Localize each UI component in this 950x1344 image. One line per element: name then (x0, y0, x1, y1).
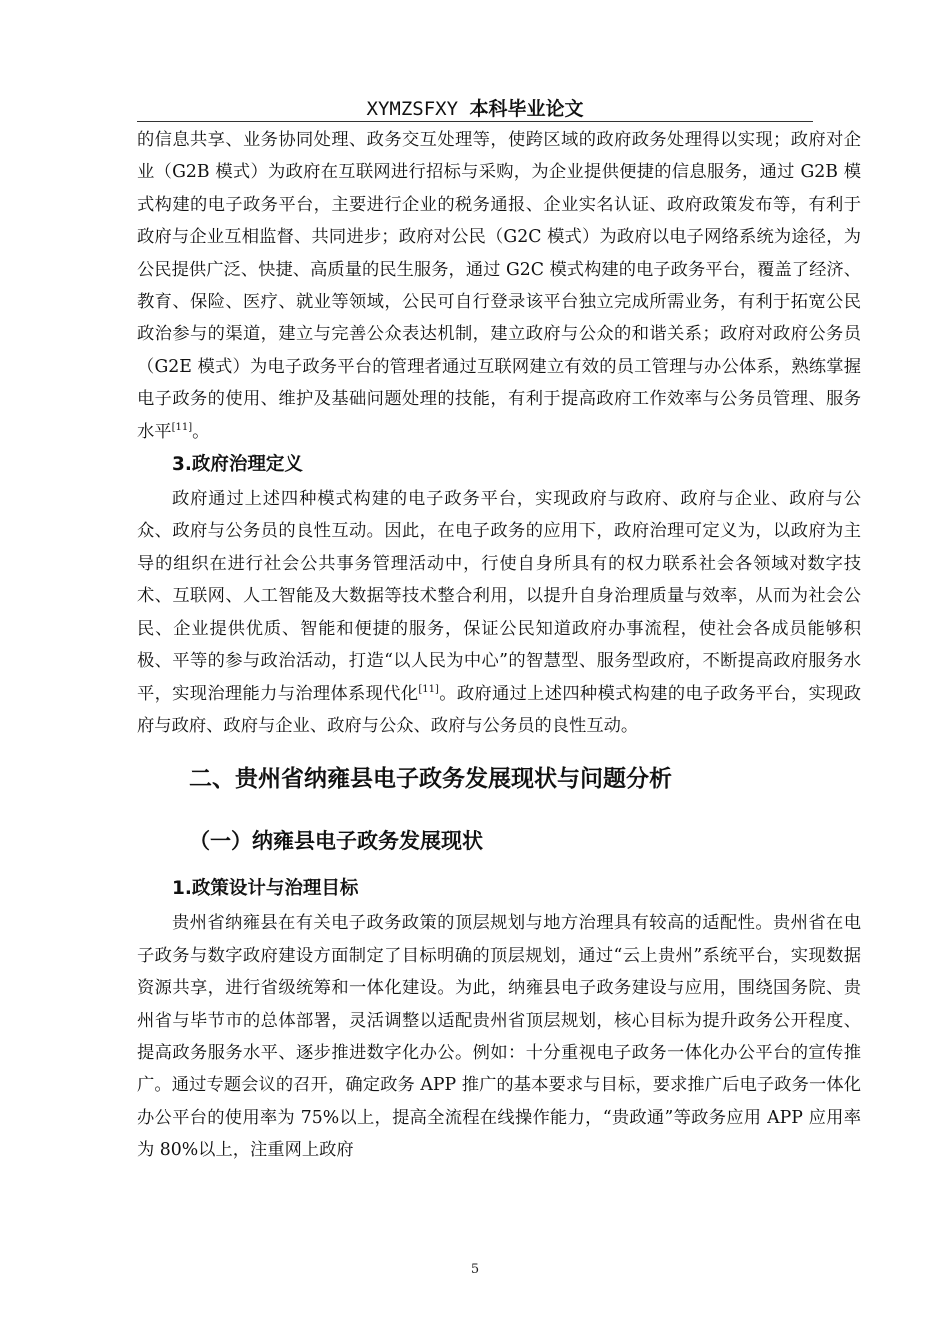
running-header (0, 94, 950, 121)
paragraph-1-end: 。 (192, 421, 210, 442)
paragraph-1 (137, 124, 861, 448)
paragraph-2-tail: 。政府通过上述四种模式构建的电子政务平台，实现政府与政府、政府与企业、政府与公众、政府与公务员的良性互动。 (137, 683, 861, 736)
header-rule (137, 121, 813, 122)
paragraph-1-text: 的信息共享、业务协同处理、政务交互处理等，使跨区域的政府政务处理得以实现；政府对企业（G2B 模式）为政府在互联网进行招标与采购，为企业提供便捷的信息服务，通过 G2B 模式构建的电子政务平台，主要进行企业的税务通报、企业实名认证、政府政策发布等，有利于政府与企业互相监督、共同进步；政府对公民（G2C 模式）为政府以电子网络系统为途径，为公民提供广泛、快捷、高质量的民生服务，通过 G2C 模式构建的电子政务平台，覆盖了经济、教育、保险、医疗、就业等领域，公民可自行登录该平台独立完成所需业务，有利于拓宽公民政治参与的渠道，建立与完善公众表达机制，建立政府与公众的和谐关系；政府对政府公务员（G2E 模式）为电子政务平台的管理者通过互联网建立有效的员工管理与办公体系，熟练掌握电子政务的使用、维护及基础问题处理的技能，有利于提高政府工作效率与公务员管理、服务水平 (137, 130, 861, 442)
paragraph-2 (137, 483, 861, 742)
heading-definition: 3.政府治理定义 (172, 454, 303, 476)
citation-1: [11] (171, 421, 193, 433)
chapter-heading: 二、贵州省纳雍县电子政务发展现状与问题分析 (189, 766, 672, 793)
paragraph-3: 贵州省纳雍县在有关电子政务政策的顶层规划与地方治理具有较高的适配性。贵州省在电子政务与数字政府建设方面制定了目标明确的顶层规划，通过“云上贵州”系统平台，实现数据资源共享，进行省级统筹和一体化建设。为此，纳雍县电子政务建设与应用，围绕国务院、贵州省与毕节市的总体部署，灵活调整以适配贵州省顶层规划，核心目标为提升政务公开程度、提高政务服务水平、逐步推进数字化办公。例如：十分重视电子政务一体化办公平台的宣传推广。通过专题会议的召开，确定政务 APP 推广的基本要求与目标，要求推广后电子政务一体化办公平台的使用率为 75%以上，提高全流程在线操作能力，“贵政通”等政务应用 APP 应用率为 80%以上，注重网上政府 (137, 913, 861, 1161)
header-title: 本科毕业论文 (469, 98, 584, 120)
subsection-heading: 1.政策设计与治理目标 (172, 878, 359, 900)
citation-2: [11] (418, 683, 439, 695)
header-code: XYMZSFXY (366, 98, 459, 120)
body-text (137, 124, 861, 1167)
page-number: 5 (470, 1262, 480, 1277)
paragraph-2-text: 政府通过上述四种模式构建的电子政务平台，实现政府与政府、政府与企业、政府与公众、政府与公务员的良性互动。因此，在电子政务的应用下，政府治理可定义为，以政府为主导的组织在进行社会公共事务管理活动中，行使自身所具有的权力联系社会各领域对数字技术、互联网、人工智能及大数据等技术整合利用，以提升自身治理质量与效率，从而为社会公民、企业提供优质、智能和便捷的服务，保证公民知道政府办事流程，使社会各成员能够积极、平等的参与政治活动，打造“以人民为中心”的智慧型、服务型政府，不断提高政府服务水平，实现治理能力与治理体系现代化 (137, 489, 861, 704)
section-heading: （一）纳雍县电子政务发展现状 (189, 829, 483, 854)
